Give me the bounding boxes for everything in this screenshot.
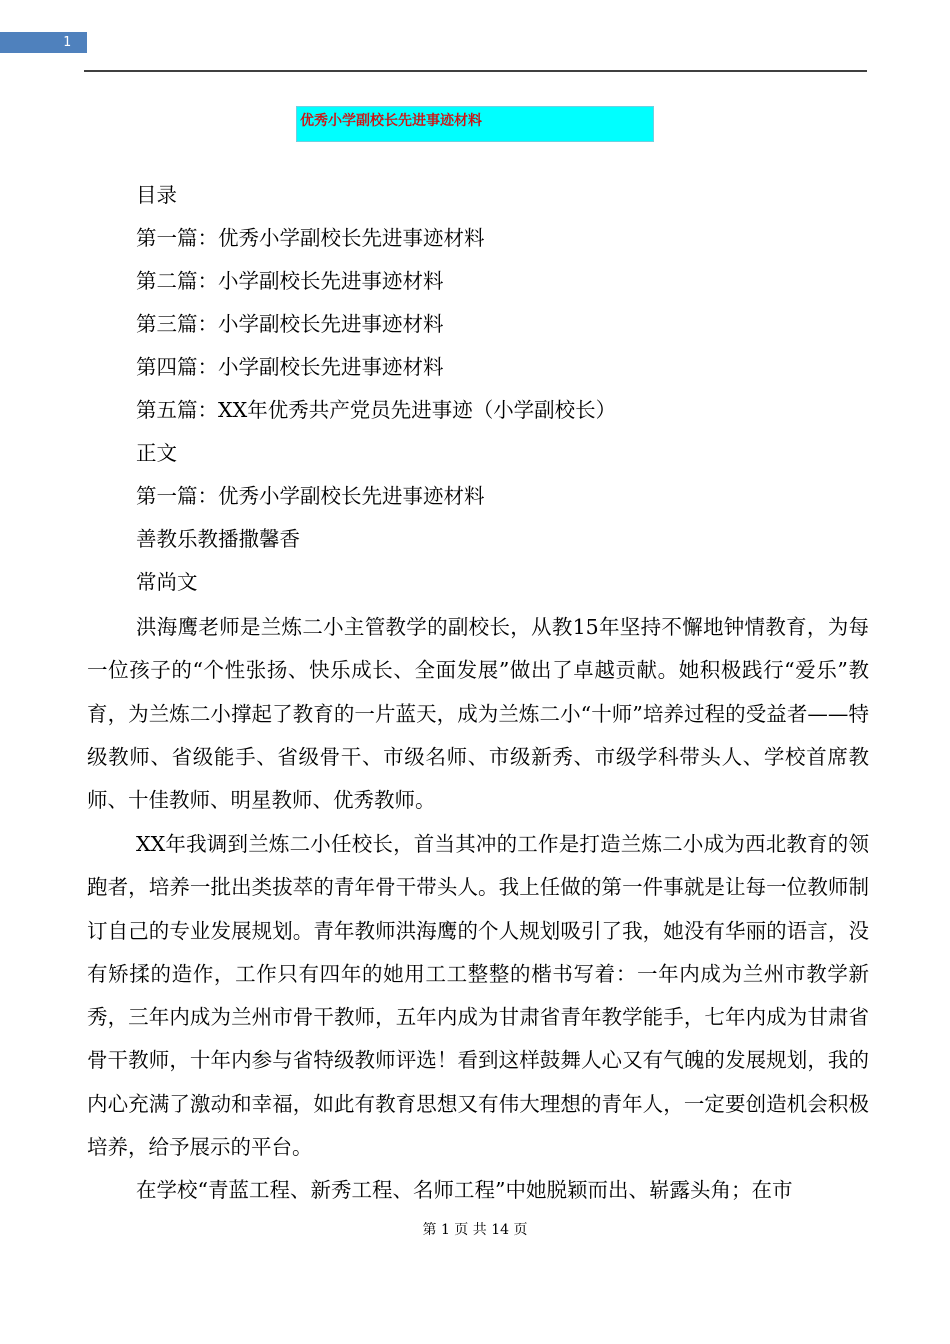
toc-item: 第四篇：小学副校长先进事迹材料 [136,355,444,379]
section-title: 第一篇：优秀小学副校长先进事迹材料 [136,484,485,508]
toc-item: 第五篇：XX年优秀共产党员先进事迹（小学副校长） [136,398,617,422]
body-paragraph: XX年我调到兰炼二小任校长，首当其冲的工作是打造兰炼二小成为西北教育的领跑者，培养一批出类拔萃的青年骨干带头人。我上任做的第一件事就是让每一位教师制订自己的专业发展规划。青年教师洪海鹰的个人规划吸引了我，她没有华丽的语言，没有矫揉的造作，工作只有四年的她用工工整整的楷书写着：一年内成为兰州市教学新秀，三年内成为兰州市骨干教师，五年内成为甘肃省青年教学能手，七年内成为甘肃省骨干教师，十年内参与省特级教师评选！看到这样鼓舞人心又有气魄的发展规划，我的内心充满了激动和幸福，如此有教育思想又有伟大理想的青年人，一定要创造机会积极培养，给予展示的平台。 [87,832,869,1160]
toc-item: 第三篇：小学副校长先进事迹材料 [136,312,444,336]
body-paragraph: 在学校“青蓝工程、新秀工程、名师工程”中她脱颖而出、崭露头角；在市 [136,1178,793,1202]
article-author: 常尚文 [136,570,198,594]
toc-heading: 目录 [136,183,177,207]
body-paragraph: 洪海鹰老师是兰炼二小主管教学的副校长，从教15年坚持不懈地钟情教育，为每一位孩子的“个性张扬、快乐成长、全面发展”做出了卓越贡献。她积极践行“爱乐”教育，为兰炼二小撑起了教育的一片蓝天，成为兰炼二小“十师”培养过程的受益者——特级教师、省级能手、省级骨干、市级名师、市级新秀、市级学科带头人、学校首席教师、十佳教师、明星教师、优秀教师。 [87,615,869,813]
header-rule [84,70,867,72]
body-heading: 正文 [136,441,177,465]
toc-item: 第一篇：优秀小学副校长先进事迹材料 [136,226,485,250]
article-title: 善教乐教播撒馨香 [136,527,300,551]
toc-item: 第二篇：小学副校长先进事迹材料 [136,269,444,293]
document-title: 优秀小学副校长先进事迹材料 [296,106,654,142]
page-footer: 第 1 页 共 14 页 [422,1222,528,1238]
page-number-badge: 1 [0,32,87,53]
